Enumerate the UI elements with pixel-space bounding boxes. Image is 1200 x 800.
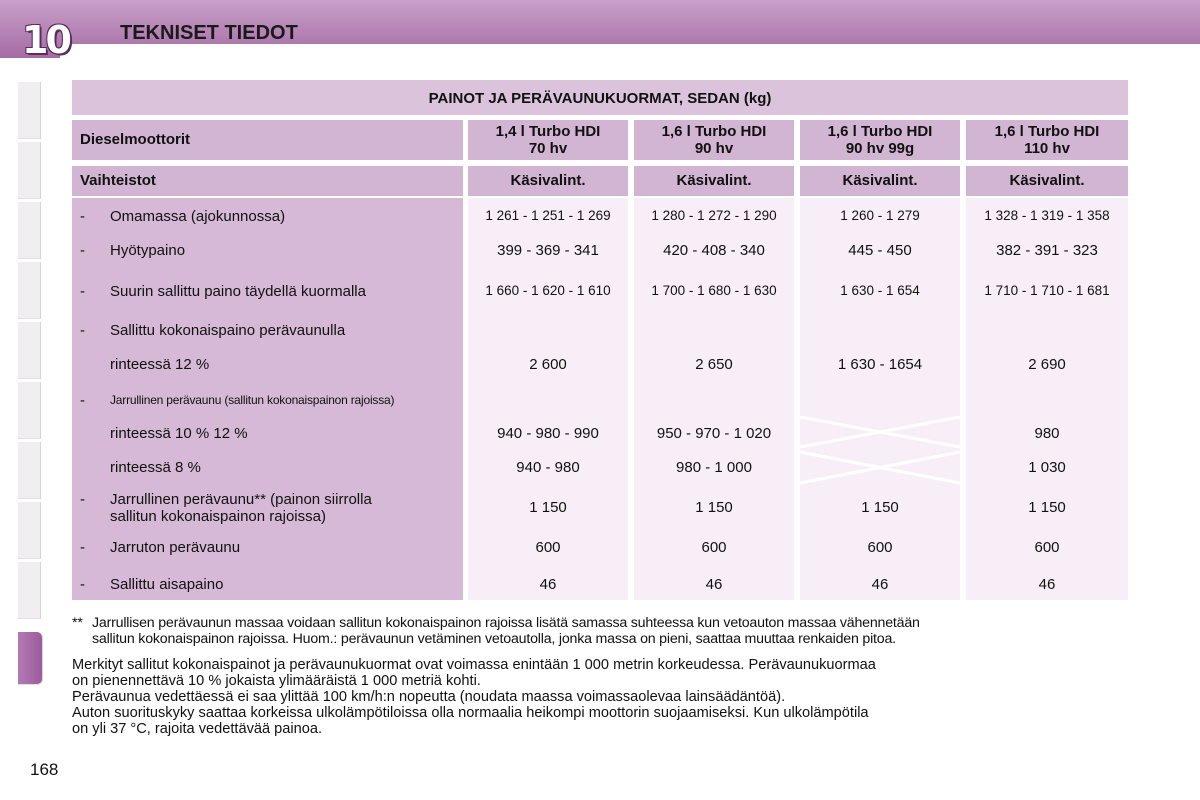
cell-value: 382 - 391 - 323 bbox=[996, 242, 1098, 259]
note-line: on pienennettävä 10 % jokaista ylimääräistä 1 000 metriä kohti. bbox=[72, 673, 481, 689]
side-tab[interactable] bbox=[18, 502, 41, 559]
cell-value: 46 bbox=[539, 576, 557, 593]
cell-value: 445 - 450 bbox=[848, 242, 912, 259]
column-header: 1,6 l Turbo HDI 90 hv bbox=[634, 120, 794, 160]
cell-value: 1 280 - 1 272 - 1 290 bbox=[651, 208, 777, 223]
column-header: 1,6 l Turbo HDI 110 hv bbox=[966, 120, 1128, 160]
cell-value: 1 150 bbox=[1028, 499, 1066, 516]
gearbox-label: Vaihteistot bbox=[72, 166, 463, 196]
header-divider bbox=[60, 44, 1200, 60]
cell-value: 1 328 - 1 319 - 1 358 bbox=[984, 208, 1110, 223]
notes-section bbox=[72, 615, 1130, 737]
cell-value: 1 660 - 1 620 - 1 610 bbox=[485, 283, 611, 298]
cell-value: 940 - 980 bbox=[516, 459, 580, 476]
cell-value: 2 650 bbox=[695, 356, 733, 373]
cell-value: 1 150 bbox=[861, 499, 899, 516]
cell-value: 600 bbox=[535, 539, 561, 556]
table-title: PAINOT JA PERÄVAUNUKUORMAT, SEDAN (kg) bbox=[72, 80, 1128, 115]
cell-value: 940 - 980 - 990 bbox=[497, 425, 599, 442]
cell-value: 980 bbox=[1034, 425, 1060, 442]
side-tab[interactable] bbox=[18, 322, 41, 379]
side-tab-active[interactable] bbox=[18, 632, 43, 685]
note-line: on yli 37 °C, rajoita vedettävää painoa. bbox=[72, 721, 323, 737]
side-tab[interactable] bbox=[18, 382, 41, 439]
gearbox-value: Käsivalint. bbox=[634, 166, 794, 196]
engine-label: Dieselmoottorit bbox=[72, 120, 463, 160]
cell-value: 46 bbox=[871, 576, 889, 593]
cell-value: 2 600 bbox=[529, 356, 567, 373]
cell-value: 1 030 bbox=[1028, 459, 1066, 476]
cell-value: 1 260 - 1 279 bbox=[840, 208, 920, 223]
chapter-title: TEKNISET TIEDOT bbox=[120, 22, 298, 44]
chapter-side-tabs bbox=[18, 82, 42, 714]
chapter-number-badge: 10 bbox=[22, 18, 69, 62]
page-number: 168 bbox=[30, 760, 59, 779]
side-tab[interactable] bbox=[18, 82, 41, 139]
cell-value: 46 bbox=[1038, 576, 1056, 593]
cell-value: 2 690 bbox=[1028, 356, 1066, 373]
cell-value: 1 150 bbox=[529, 499, 567, 516]
cell-value: 1 630 - 1 654 bbox=[840, 283, 920, 298]
cell-value: 399 - 369 - 341 bbox=[497, 242, 599, 259]
column-header: 1,6 l Turbo HDI 90 hv 99g bbox=[800, 120, 960, 160]
side-tab[interactable] bbox=[18, 562, 41, 619]
note-paragraph bbox=[72, 657, 1130, 737]
side-tab[interactable] bbox=[18, 202, 41, 259]
column-header: 1,4 l Turbo HDI 70 hv bbox=[468, 120, 628, 160]
cell-value: 980 - 1 000 bbox=[676, 459, 752, 476]
cell-value: 1 700 - 1 680 - 1 630 bbox=[651, 283, 777, 298]
cell-value: 600 bbox=[867, 539, 893, 556]
cell-value: 1 150 bbox=[695, 499, 733, 516]
gearbox-value: Käsivalint. bbox=[468, 166, 628, 196]
cell-value: 46 bbox=[705, 576, 723, 593]
cell-value: 950 - 970 - 1 020 bbox=[656, 425, 772, 442]
footnote bbox=[72, 615, 1130, 647]
side-tab[interactable] bbox=[18, 142, 41, 199]
not-applicable-cross-marks bbox=[800, 415, 960, 487]
gearbox-value: Käsivalint. bbox=[800, 166, 960, 196]
cell-value: 1 710 - 1 710 - 1 681 bbox=[984, 283, 1110, 298]
cell-value: 1 261 - 1 251 - 1 269 bbox=[485, 208, 611, 223]
note-line: Auton suorituskyky saattaa korkeissa ulkolämpötiloissa olla normaalia heikompi moottorin suojaamiseksi. Kun ulkolämpötila bbox=[72, 705, 869, 721]
note-line: Merkityt sallitut kokonaispainot ja perävaunukuormat ovat voimassa enintään 1 000 metrin korkeudessa. Perävaunukuormaa bbox=[72, 657, 876, 673]
gearbox-value: Käsivalint. bbox=[966, 166, 1128, 196]
cell-value: 420 - 408 - 340 bbox=[663, 242, 765, 259]
side-tab[interactable] bbox=[18, 262, 41, 319]
cell-value: 600 bbox=[1034, 539, 1060, 556]
footnote-line: sallitun kokonaispainon rajoissa. Huom.: perävaunun vetäminen vetoautolla, jonka massa on pieni, saattaa muuttaa renkaiden pitoa. bbox=[92, 631, 896, 647]
footnote-marker: ** bbox=[72, 615, 83, 631]
side-tab[interactable] bbox=[18, 442, 41, 499]
footnote-line: Jarrullisen perävaunun massaa voidaan sallitun kokonaispainon rajoissa lisätä samassa suhteessa kun vetoauton massaa vähennetään bbox=[92, 615, 920, 631]
note-line: Perävaunua vedettäessä ei saa ylittää 100 km/h:n nopeutta (noudata maassa voimassaolevaa lainsäädäntöä). bbox=[72, 689, 786, 705]
cell-value: 1 630 - 1654 bbox=[837, 356, 923, 373]
cell-value: 600 bbox=[701, 539, 727, 556]
